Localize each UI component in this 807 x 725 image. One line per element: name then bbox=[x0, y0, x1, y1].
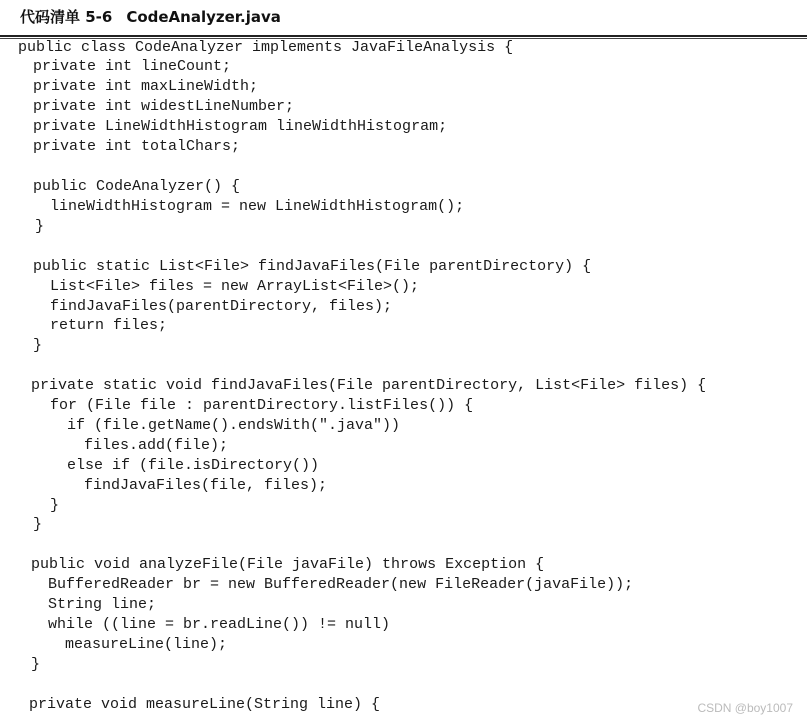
code-line: private int lineCount; bbox=[24, 58, 232, 75]
code-line: private int totalChars; bbox=[24, 138, 241, 155]
code-line: } bbox=[22, 656, 41, 673]
code-line: return files; bbox=[32, 317, 168, 334]
code-line: if (file.getName().endsWith(".java")) bbox=[40, 417, 401, 434]
code-line: } bbox=[32, 497, 60, 514]
code-line: private static void findJavaFiles(File parentDirectory, List<File> files) { bbox=[22, 377, 707, 394]
code-line: findJavaFiles(parentDirectory, files); bbox=[32, 298, 393, 315]
code-line: } bbox=[26, 218, 45, 235]
code-line: public void analyzeFile(File javaFile) throws Exception { bbox=[22, 556, 545, 573]
code-line: private int maxLineWidth; bbox=[24, 78, 259, 95]
code-line: BufferedReader br = new BufferedReader(new FileReader(javaFile)); bbox=[30, 576, 634, 593]
listing-filename: CodeAnalyzer.java bbox=[126, 8, 281, 26]
code-line: public CodeAnalyzer() { bbox=[24, 178, 241, 195]
code-line: else if (file.isDirectory()) bbox=[40, 457, 320, 474]
code-line: String line; bbox=[30, 596, 157, 613]
code-line: private void measureLine(String line) { bbox=[20, 696, 381, 713]
code-line: files.add(file); bbox=[48, 437, 229, 454]
code-line: while ((line = br.readLine()) != null) bbox=[30, 616, 391, 633]
listing-number: 代码清单 5-6 bbox=[20, 8, 113, 26]
code-line: for (File file : parentDirectory.listFiles()) { bbox=[32, 397, 474, 414]
caption-divider bbox=[0, 35, 807, 37]
code-line: findJavaFiles(file, files); bbox=[48, 477, 328, 494]
code-line: } bbox=[24, 337, 43, 354]
code-line: lineWidthHistogram = new LineWidthHistogram(); bbox=[32, 198, 465, 215]
code-line: public class CodeAnalyzer implements JavaFileAnalysis { bbox=[18, 39, 514, 56]
code-line: List<File> files = new ArrayList<File>(); bbox=[32, 278, 420, 295]
watermark: CSDN @boy1007 bbox=[697, 701, 793, 715]
code-line: private LineWidthHistogram lineWidthHistogram; bbox=[24, 118, 448, 135]
code-line: public static List<File> findJavaFiles(File parentDirectory) { bbox=[24, 258, 592, 275]
code-line: } bbox=[24, 516, 43, 533]
listing-caption bbox=[20, 6, 281, 27]
code-line: private int widestLineNumber; bbox=[24, 98, 295, 115]
code-line: measureLine(line); bbox=[38, 636, 228, 653]
